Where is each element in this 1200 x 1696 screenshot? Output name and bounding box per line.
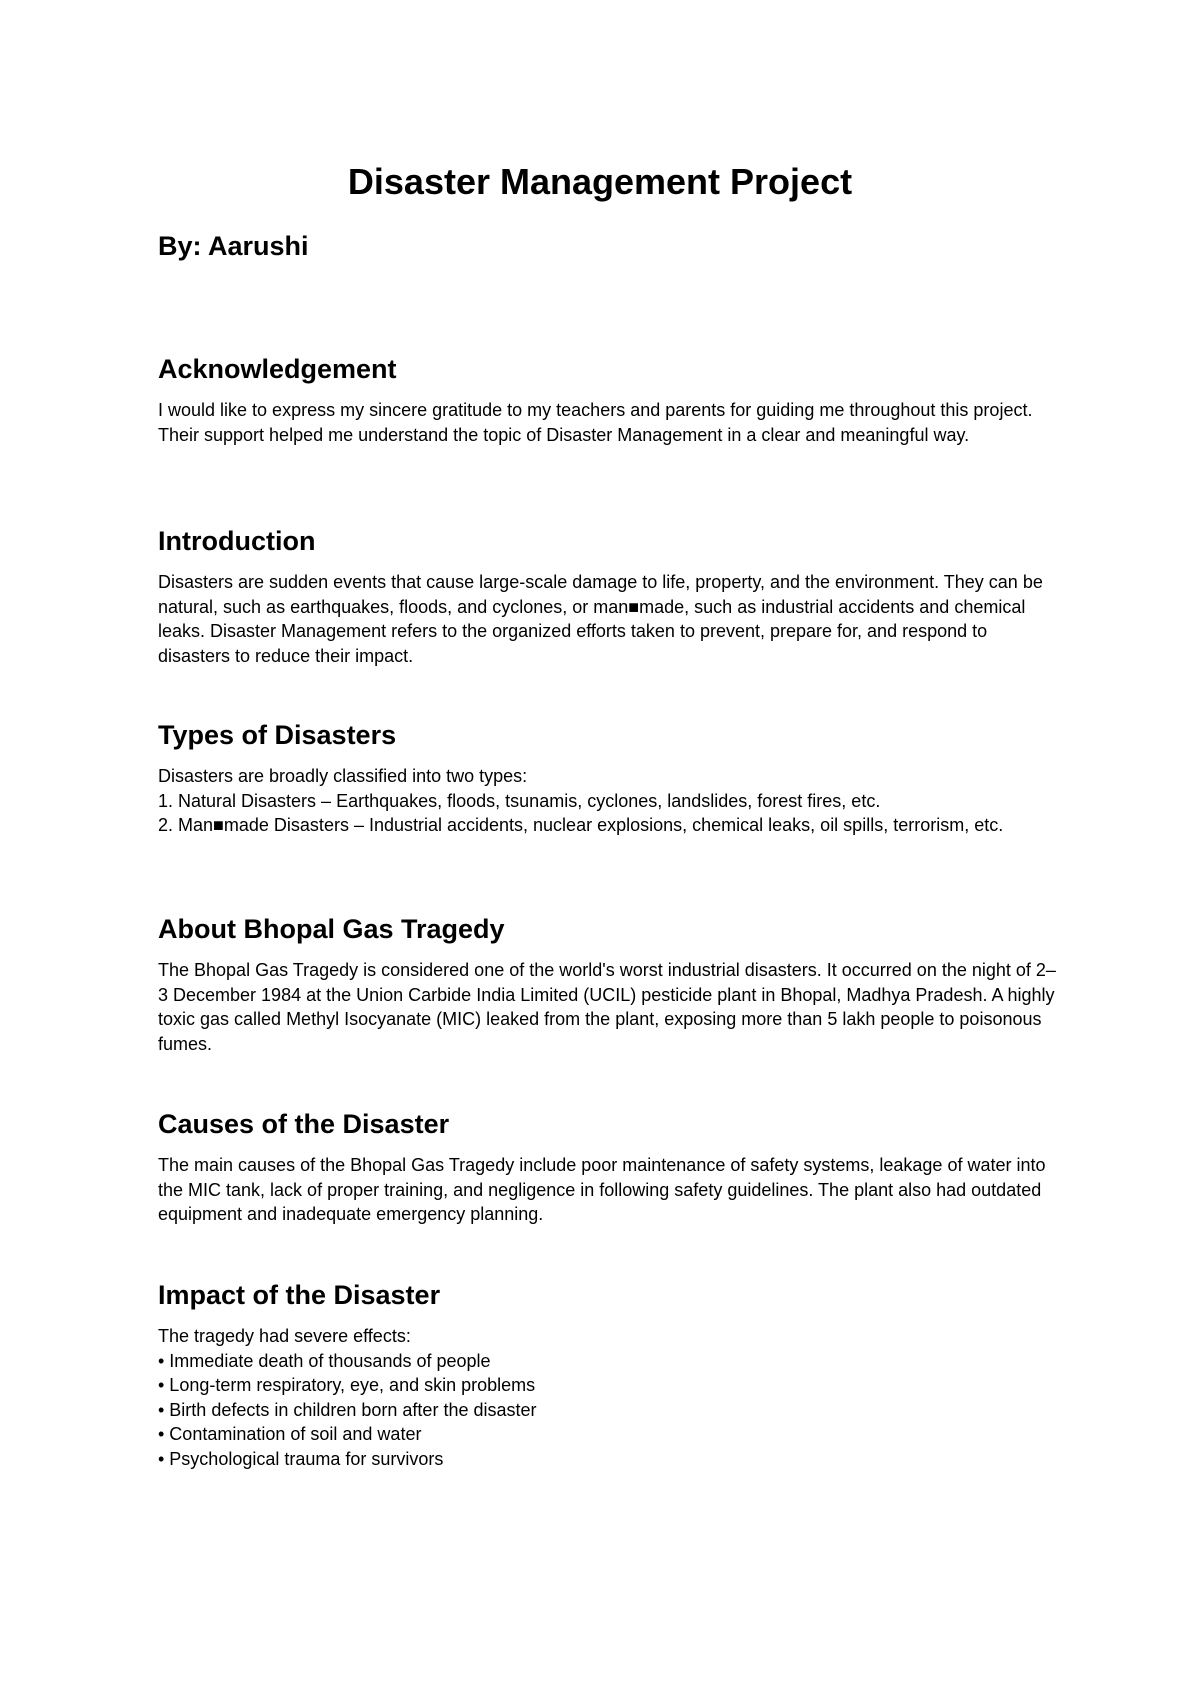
- section-heading: Acknowledgement: [158, 354, 397, 384]
- list-item: • Psychological trauma for survivors: [158, 1448, 444, 1469]
- section-body: Disasters are sudden events that cause large-scale damage to life, property, and the environment. They can be natural, such as earthquakes, floods, and cyclones, or man■made, such as industrial accidents and chemical leaks. Disaster Management refers to the organized efforts taken to prevent, prepare for, and respond to disasters to reduce their impact.: [158, 572, 1043, 666]
- section-intro: Disasters are broadly classified into two types:: [158, 766, 528, 786]
- section-heading: Types of Disasters: [158, 720, 397, 750]
- section-intro: The tragedy had severe effects:: [158, 1326, 411, 1346]
- list-item: • Long-term respiratory, eye, and skin problems: [158, 1375, 536, 1395]
- section-types: [158, 718, 1058, 838]
- section-heading: Impact of the Disaster: [158, 1280, 441, 1310]
- document-author: By: Aarushi: [158, 231, 309, 261]
- list-item: • Contamination of soil and water: [158, 1424, 422, 1444]
- list-item: 2. Man■made Disasters – Industrial accidents, nuclear explosions, chemical leaks, oil spills, terrorism, etc.: [158, 815, 1004, 835]
- list-item: • Immediate death of thousands of people: [158, 1350, 491, 1371]
- section-body: The main causes of the Bhopal Gas Tragedy include poor maintenance of safety systems, leakage of water into the MIC tank, lack of proper training, and negligence in following safety guidelines. The plant also had outdated equipment and inadequate emergency planning.: [158, 1155, 1046, 1224]
- section-bhopal: [158, 912, 1058, 1056]
- list-item: • Birth defects in children born after the disaster: [158, 1399, 537, 1420]
- section-body: I would like to express my sincere gratitude to my teachers and parents for guiding me throughout this project. Their support helped me understand the topic of Disaster Management in a clear and meaningful way.: [158, 400, 1033, 445]
- section-heading: Introduction: [158, 526, 316, 556]
- section-impact: [158, 1278, 1058, 1471]
- section-body: The Bhopal Gas Tragedy is considered one of the world's worst industrial disasters. It occurred on the night of 2–3 December 1984 at the Union Carbide India Limited (UCIL) pesticide plant in Bhopal, Madhya Pradesh. A highly toxic gas called Methyl Isocyanate (MIC) leaked from the plant, exposing more than 5 lakh people to poisonous fumes.: [158, 960, 1056, 1054]
- section-acknowledgement: [158, 352, 1058, 447]
- section-heading: About Bhopal Gas Tragedy: [158, 914, 505, 944]
- section-introduction: [158, 524, 1058, 668]
- section-heading: Causes of the Disaster: [158, 1109, 450, 1139]
- document-title: Disaster Management Project: [347, 161, 853, 202]
- section-causes: [158, 1107, 1058, 1227]
- list-item: 1. Natural Disasters – Earthquakes, floods, tsunamis, cyclones, landslides, forest fires, etc.: [158, 790, 881, 811]
